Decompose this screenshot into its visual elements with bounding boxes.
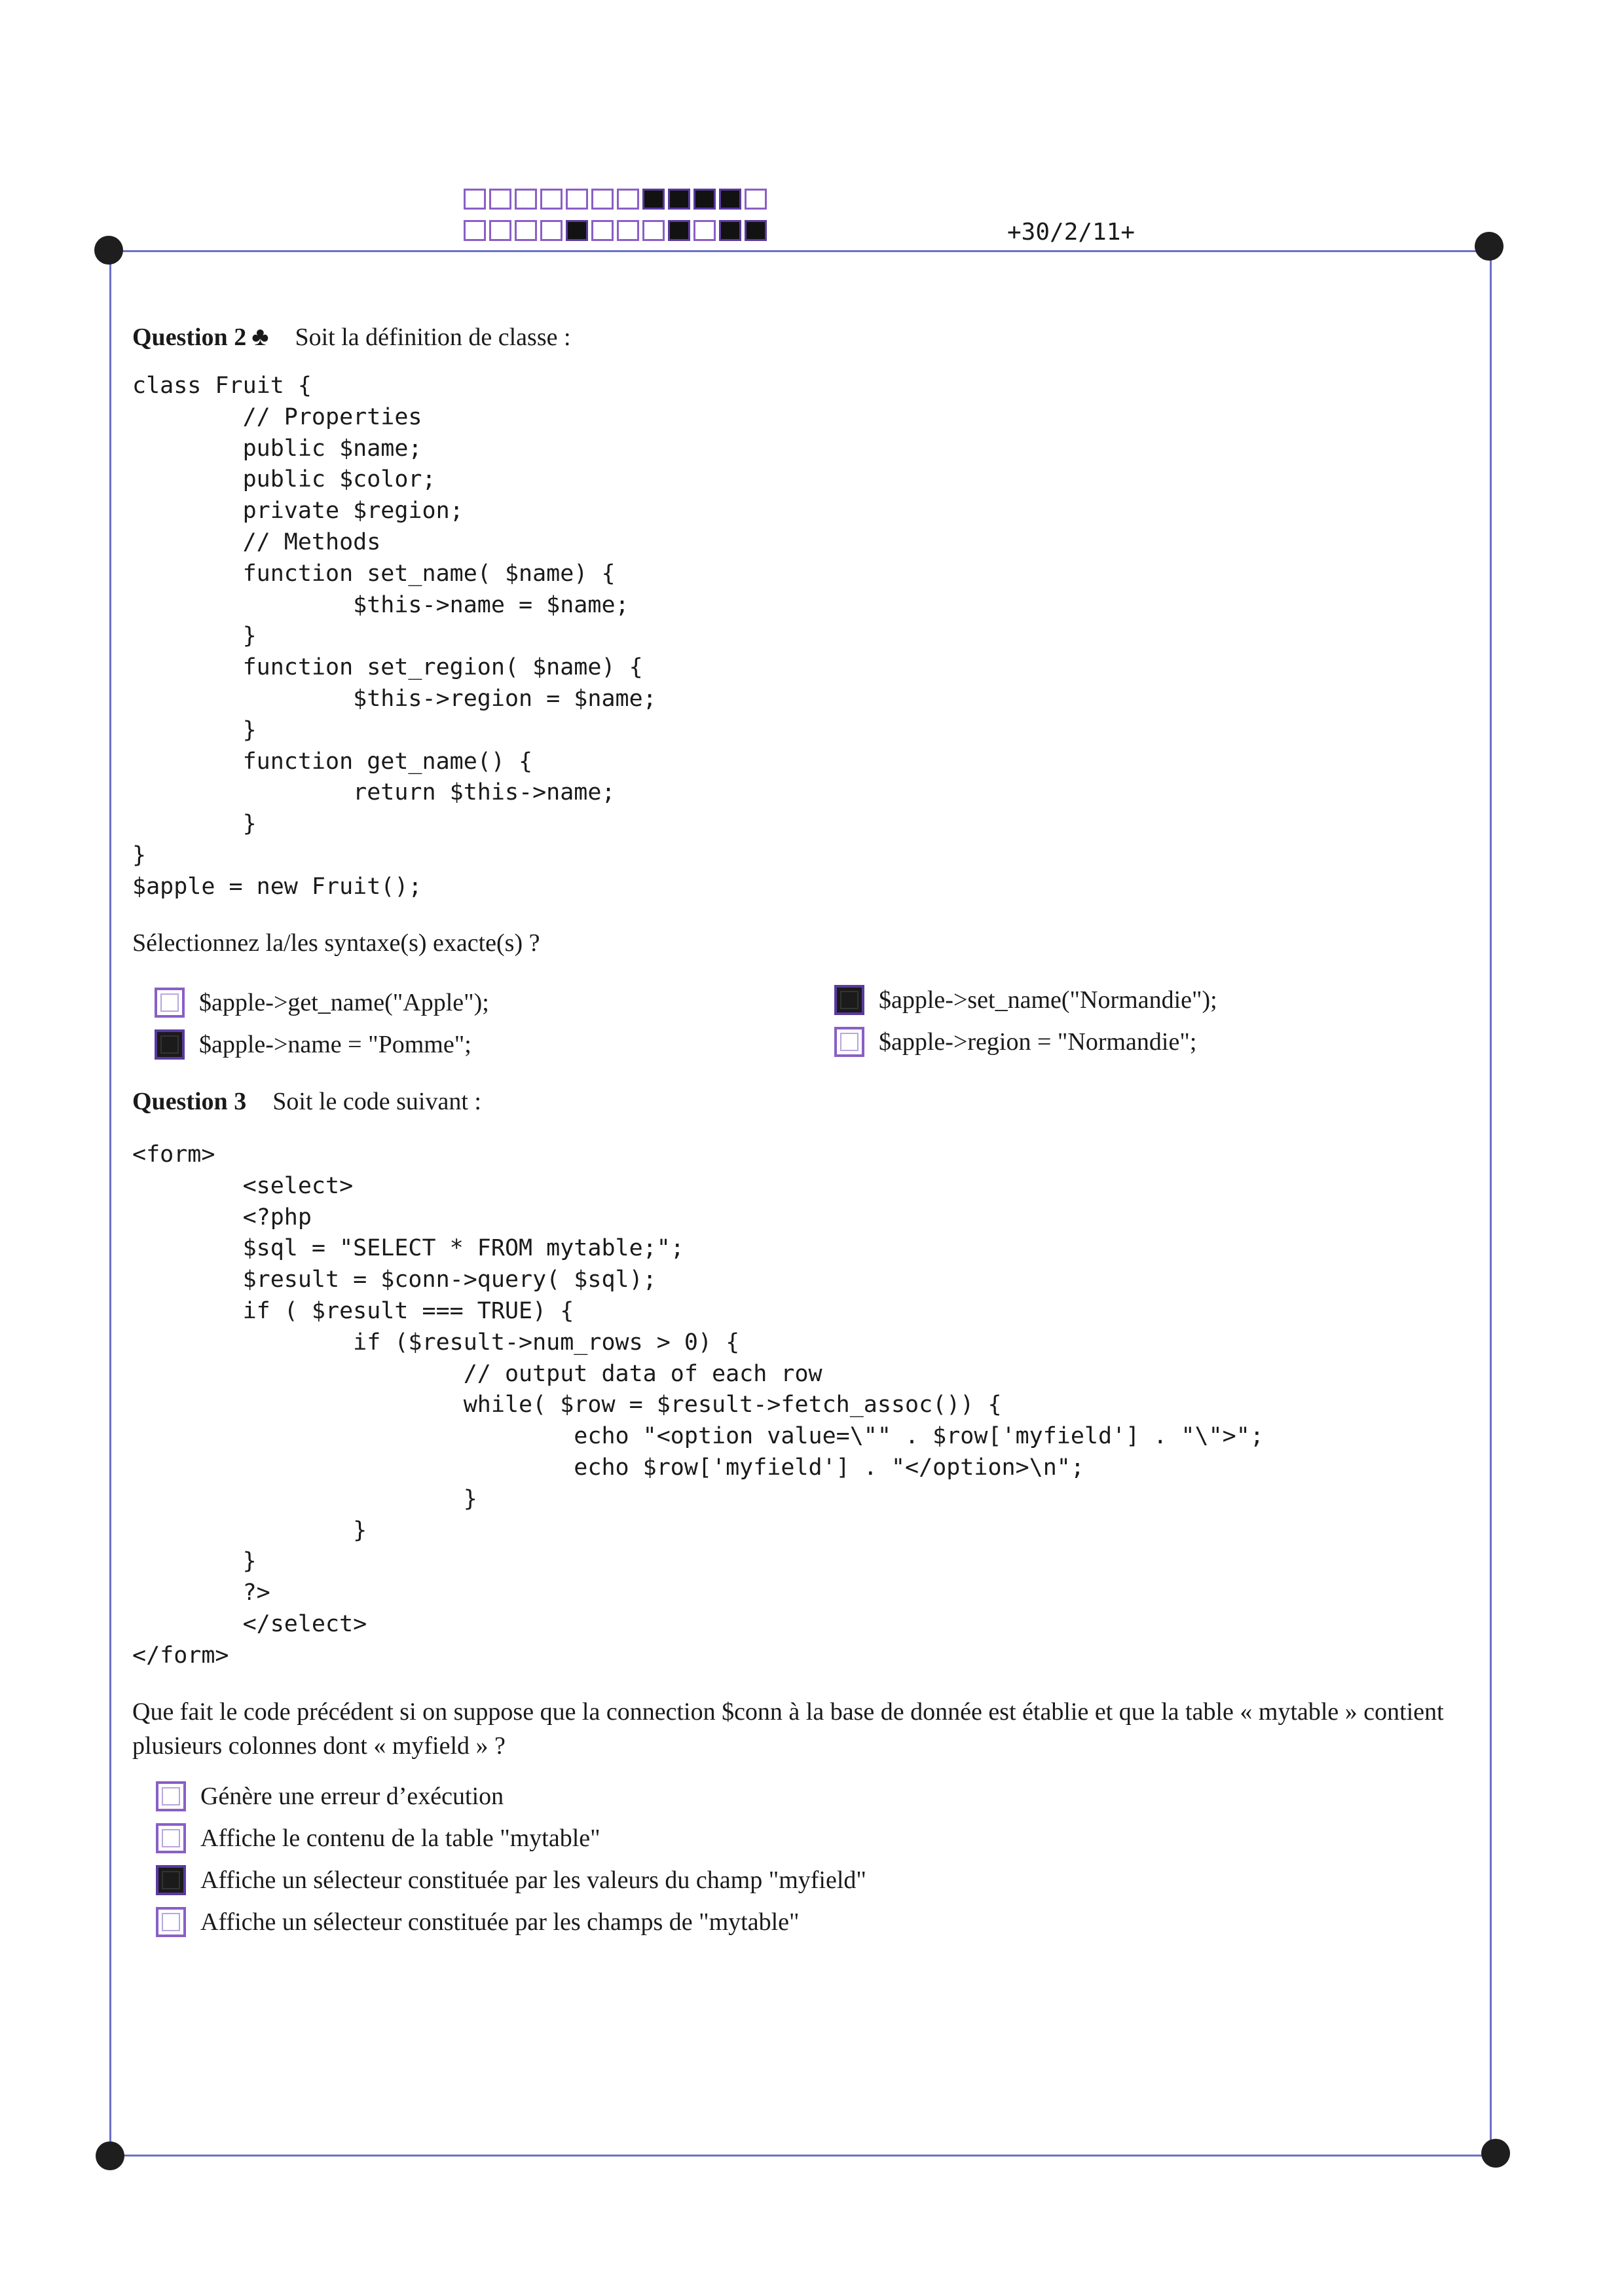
choice-label: Affiche le contenu de la table "mytable" <box>200 1824 600 1852</box>
code-cell <box>540 220 563 241</box>
choice-label: Génère une erreur d’exécution <box>200 1783 504 1810</box>
question-2-number: Question 2 <box>132 324 247 351</box>
choice-label: $apple->name = "Pomme"; <box>199 1031 471 1058</box>
code-cell <box>745 220 767 241</box>
corner-marker-bottom-right <box>1481 2139 1510 2168</box>
code-cell <box>566 220 588 241</box>
checkbox[interactable] <box>834 1027 864 1057</box>
question-2-code: class Fruit { // Properties public $name; public $color; private $region; // Methods function set_name( $name) { $this->name = $name; } function set_region( $name) { $this->region = $name; } function get_name() { return $this->name; } } $apple = new Fruit(); <box>132 373 657 900</box>
code-cell <box>745 189 767 210</box>
corner-marker-bottom-left <box>96 2141 124 2170</box>
checkbox[interactable] <box>834 985 864 1015</box>
choice-label: $apple->set_name("Normandie"); <box>879 986 1217 1014</box>
question-3-text: Soit le code suivant : <box>272 1088 481 1115</box>
checkbox[interactable] <box>156 1865 186 1895</box>
code-cell <box>464 189 486 210</box>
choice-label: $apple->get_name("Apple"); <box>199 989 489 1016</box>
code-cell <box>668 220 690 241</box>
question-3-code: <form> <select> <?php $sql = "SELECT * FROM mytable;"; $result = $conn->query( $sql); if ( $result === TRUE) { if ($result->num_rows > 0) { // output data of each row while( $row = $result->fetch_assoc()) { echo "<option value=\"" . $row['myfield'] . "\">"; echo $row['myfield'] . "</option>\n"; } } } ?> </select> </form> <box>132 1141 1264 1669</box>
code-cell <box>566 189 588 210</box>
page-id: +30/2/11+ <box>1007 219 1135 246</box>
code-cell <box>489 189 511 210</box>
choice-label: Affiche un sélecteur constituée par les valeurs du champ "myfield" <box>200 1866 866 1894</box>
choice-label: Affiche un sélecteur constituée par les champs de "mytable" <box>200 1908 800 1936</box>
code-cell <box>591 189 614 210</box>
club-icon: ♣ <box>251 322 269 351</box>
question-2-title <box>132 324 268 351</box>
scan-code-row-2 <box>464 220 767 241</box>
question-2-choice-2[interactable] <box>834 985 1217 1015</box>
code-cell <box>668 189 690 210</box>
question-2-choice-3[interactable] <box>155 1029 471 1060</box>
code-cell <box>515 189 537 210</box>
corner-marker-top-right <box>1475 232 1504 261</box>
code-cell <box>489 220 511 241</box>
question-2-choice-4[interactable] <box>834 1027 1196 1057</box>
frame-top <box>109 250 1489 252</box>
code-cell <box>719 220 741 241</box>
frame-bottom <box>110 2155 1498 2157</box>
code-cell <box>617 189 639 210</box>
question-3-choice-3[interactable] <box>156 1865 866 1895</box>
question-2-text: Soit la définition de classe : <box>295 324 571 351</box>
question-2-prompt: Sélectionnez la/les syntaxe(s) exacte(s) ? <box>132 929 540 957</box>
question-3-choice-1[interactable] <box>156 1781 504 1811</box>
code-cell <box>642 189 665 210</box>
frame-left <box>109 251 111 2155</box>
checkbox[interactable] <box>155 1029 185 1060</box>
choice-label: $apple->region = "Normandie"; <box>879 1028 1197 1056</box>
code-cell <box>540 189 563 210</box>
scan-code-row-1 <box>464 189 767 210</box>
question-3-choice-2[interactable] <box>156 1823 600 1853</box>
corner-marker-top-left <box>94 236 123 265</box>
question-2-choice-1[interactable] <box>155 988 489 1018</box>
question-3-header <box>132 1087 481 1116</box>
code-cell <box>693 189 716 210</box>
code-cell <box>464 220 486 241</box>
checkbox[interactable] <box>155 988 185 1018</box>
checkbox[interactable] <box>156 1907 186 1937</box>
checkbox[interactable] <box>156 1823 186 1853</box>
code-cell <box>642 220 665 241</box>
code-cell <box>719 189 741 210</box>
code-cell <box>617 220 639 241</box>
checkbox[interactable] <box>156 1781 186 1811</box>
code-cell <box>515 220 537 241</box>
question-3-title: Question 3 <box>132 1088 247 1115</box>
question-3-prompt: Que fait le code précédent si on suppose que la connection $conn à la base de donnée est établie et que la table « mytable » contient plusieurs colonnes dont « myfield » ? <box>132 1698 1444 1760</box>
code-cell <box>591 220 614 241</box>
code-cell <box>693 220 716 241</box>
question-2-header <box>132 321 571 352</box>
question-3-choice-4[interactable] <box>156 1907 800 1937</box>
frame-right <box>1490 251 1492 2155</box>
